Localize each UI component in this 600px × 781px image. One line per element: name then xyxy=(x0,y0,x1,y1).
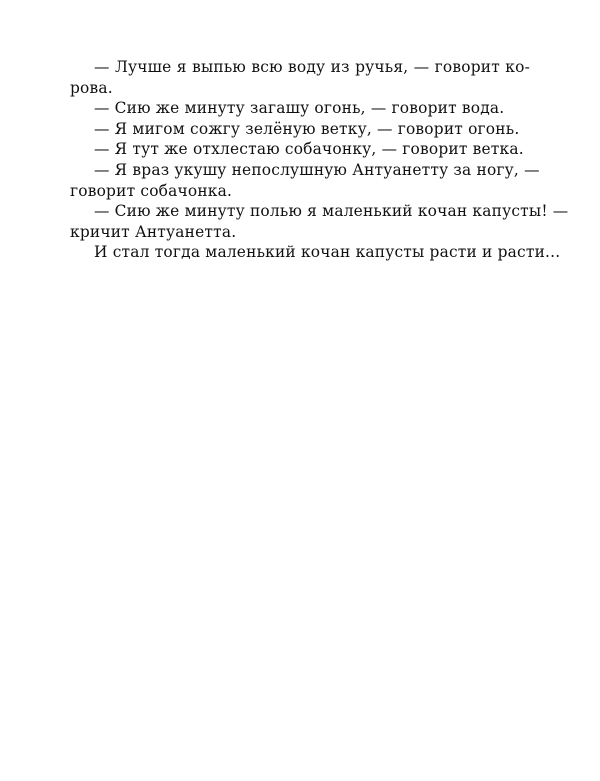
text-line: — Сию же минуту полью я маленький кочан капусты! — xyxy=(94,202,569,221)
text-line: — Я тут же отхлестаю собачонку, — говорит ветка. xyxy=(94,140,524,159)
text-line: — Сию же минуту загашу огонь, — говорит вода. xyxy=(94,99,505,118)
text-line: кричит Антуанетта. xyxy=(70,222,237,241)
text-line: — Лучше я выпью всю воду из ручья, — говорит ко- xyxy=(94,58,530,76)
text-line: — Я враз укушу непослушную Антуанетту за ногу, — xyxy=(94,160,540,179)
text-line: рова. xyxy=(70,78,113,97)
text-line: И стал тогда маленький кочан капусты расти и расти... xyxy=(94,243,561,262)
story-text xyxy=(70,57,569,263)
text-line: — Я мигом сожгу зелёную ветку, — говорит огонь. xyxy=(94,119,520,138)
text-line: говорит собачонка. xyxy=(70,181,233,200)
